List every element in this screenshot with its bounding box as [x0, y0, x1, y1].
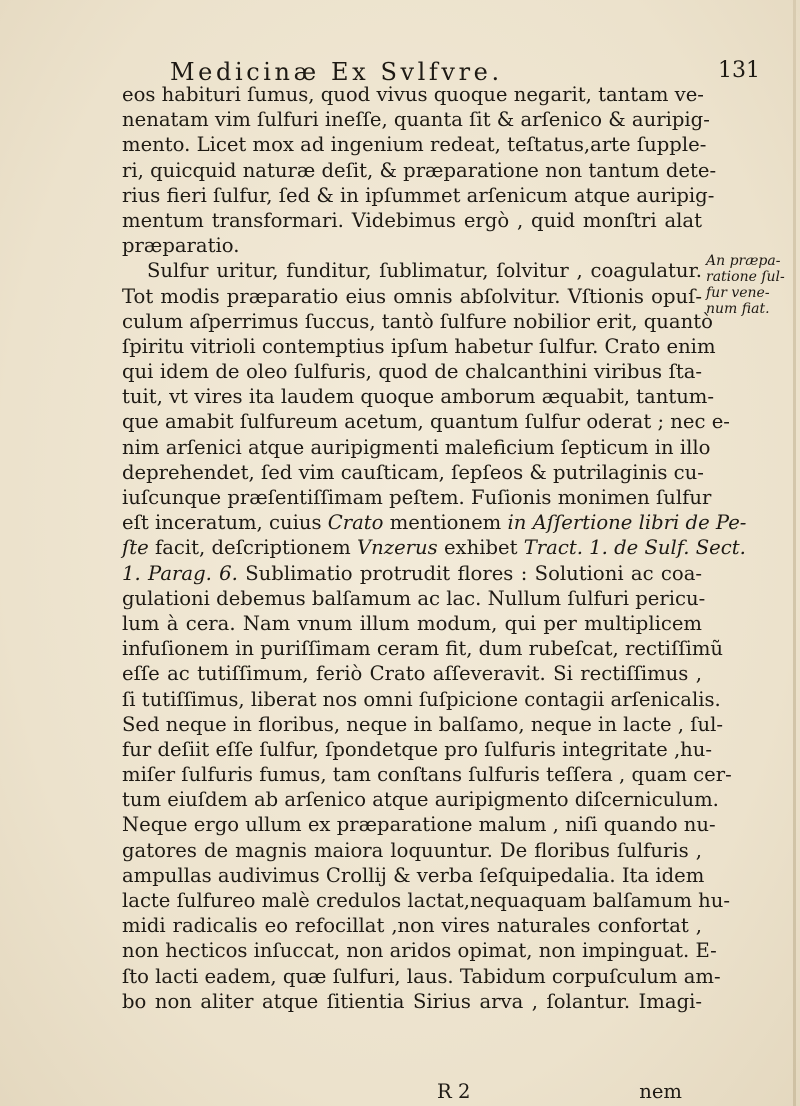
page-edge: [793, 0, 796, 1106]
text-line: [122, 460, 702, 485]
text-line: [122, 409, 730, 434]
italic-text: Vnzerus: [356, 536, 438, 560]
line-text: Sed neque in floribus, neque in balſamo, neque in lacte , ſul-: [122, 712, 723, 736]
line-text: facit, deſcriptionem: [154, 536, 351, 560]
text-line: [122, 989, 702, 1014]
text-line: [122, 737, 713, 762]
line-text: mentum transformari. Videbimus ergò , quid monſtri alat: [122, 208, 702, 232]
text-line: [122, 687, 721, 712]
line-text: non hecticos inſuccat, non aridos opimat, non impinguat. E-: [122, 939, 717, 963]
line-text: ſi tutiſſimus, liberat nos omni ſuſpicione contagii arſenicalis.: [122, 687, 721, 711]
line-text: mentionem: [389, 511, 502, 535]
page-footer: [122, 1080, 702, 1106]
line-text: qui idem de oleo ſulfuris, quod de chalcanthini viribus ſta-: [122, 360, 702, 384]
line-text: midi radicalis eo refocillat ,non vires naturales confortat ,: [122, 914, 702, 938]
marginal-note: [706, 253, 786, 317]
text-line: [122, 586, 706, 611]
text-line: [122, 132, 707, 157]
page-number: 131: [718, 58, 760, 83]
text-line: [122, 535, 746, 560]
line-text: lum à cera. Nam vnum illum modum, qui per multiplicem: [122, 611, 702, 635]
line-text: ampullas audivimus Crollij & verba ſeſquipedalia. Ita idem: [122, 863, 705, 887]
italic-text: ſte: [122, 536, 149, 560]
line-text: fur deſiit eſſe ſulfur, ſpondetque pro ſulfuris integritate ,hu-: [122, 737, 713, 761]
italic-text: Crato: [327, 511, 384, 535]
italic-text: in Aſſertione libri de Pe-: [507, 511, 747, 535]
text-line: [122, 284, 702, 309]
signature-mark: R 2: [437, 1080, 471, 1103]
marginal-note-line: ratione ſul-: [706, 269, 785, 285]
line-text: nenatam vim ſulfuri ineſſe, quanta ſit & arſenico & auripig-: [122, 108, 710, 132]
text-line: [122, 485, 712, 510]
text-line: [122, 384, 715, 409]
line-text: miſer ſulfuris fumus, tam conſtans ſulfuris teſſera , quam cer-: [122, 763, 732, 787]
text-line: [122, 561, 702, 586]
running-title: Medicinæ Ex Svlfvre.: [170, 58, 503, 86]
catchword: nem: [639, 1080, 682, 1103]
line-text: ſto lacti eadem, quæ ſulfuri, laus. Tabidum corpuſculum am-: [122, 964, 721, 988]
line-text: bo non aliter atque ſitientia Sirius arva , ſolantur. Imagi-: [122, 989, 702, 1013]
line-text: ſpiritu vitrioli contemptius ipſum habetur ſulfur. Crato enim: [122, 334, 716, 358]
line-text: præparatio.: [122, 234, 240, 258]
text-line: [122, 107, 710, 132]
line-text: infuſionem in puriſſimam ceram fit, dum rubeſcat, rectiſſimũ: [122, 637, 724, 661]
text-line: [122, 812, 716, 837]
line-text: exhibet: [443, 536, 518, 560]
text-line: [122, 435, 711, 460]
text-line: [122, 359, 702, 384]
text-line: [122, 82, 702, 107]
text-line: [122, 863, 705, 888]
line-text: nim arſenici atque auripigmenti maleficium ſepticum in illo: [122, 435, 711, 459]
line-text: Sublimatio protrudit flores : Solutioni ac coa-: [245, 561, 702, 585]
line-text: eſſe ac tutiſſimum, feriò Crato aſſeveravit. Si rectiſſimus ,: [122, 662, 702, 686]
line-text: que amabit ſulfureum acetum, quantum ſulfur oderat ; nec e-: [122, 410, 730, 434]
text-line: [122, 208, 702, 233]
text-line: [122, 636, 724, 661]
text-line: [122, 838, 702, 863]
text-line: [122, 510, 747, 535]
text-line: [122, 661, 702, 686]
text-line: [122, 183, 715, 208]
line-text: mento. Licet mox ad ingenium redeat, teſtatus,arte ſupple-: [122, 133, 707, 157]
italic-text: 1. Parag. 6.: [122, 561, 238, 585]
marginal-note-line: num fiat.: [706, 301, 770, 317]
line-text: gulationi debemus balſamum ac lac. Nullum ſulfuri pericu-: [122, 586, 706, 610]
text-line: [122, 787, 719, 812]
line-text: rius fieri ſulfur, ſed & in ipſummet arſenicum atque auripig-: [122, 183, 715, 207]
text-line: [122, 334, 716, 359]
line-text: gatores de magnis maiora loquuntur. De floribus ſulfuris ,: [122, 838, 702, 862]
line-text: tuit, vt vires ita laudem quoque amborum æquabit, tantum-: [122, 385, 715, 409]
text-line: [122, 762, 732, 787]
italic-text: Tract. 1. de Sulf. Sect.: [523, 536, 746, 560]
text-line: [122, 309, 713, 334]
text-line: [122, 258, 702, 283]
text-line: [122, 233, 702, 258]
text-line: [122, 158, 717, 183]
line-text: Sulfur uritur, funditur, ſublimatur, ſolvitur , coagulatur.: [147, 259, 702, 283]
line-text: deprehendet, ſed vim cauſticam, ſepſeos & putrilaginis cu-: [122, 460, 704, 484]
line-text: eos habituri ſumus, quod vivus quoque negarit, tantam ve-: [122, 83, 704, 106]
text-line: [122, 712, 723, 737]
line-text: culum aſperrimus ſuccus, tantò ſulfure nobilior erit, quantò: [122, 309, 713, 333]
text-line: [122, 964, 721, 989]
line-text: eſt inceratum, cuius: [122, 511, 322, 535]
text-line: [122, 611, 702, 636]
line-text: Neque ergo ullum ex præparatione malum , niſi quando nu-: [122, 813, 716, 837]
line-text: Tot modis præparatio eius omnis abſolvitur. Vſtionis opuſ-: [122, 284, 702, 308]
text-line: [122, 938, 717, 963]
text-line: [122, 913, 702, 938]
line-text: lacte ſulfureo malè credulos lactat,nequaquam balſamum hu-: [122, 889, 730, 912]
line-text: iuſcunque præſentiſſimam peſtem. Fuſionis monimen ſulfur: [122, 486, 712, 509]
marginal-note-line: fur vene-: [706, 285, 770, 301]
line-text: ri, quicquid naturæ deſit, & præparatione non tantum dete-: [122, 158, 717, 182]
marginal-note-line: An præpa-: [706, 253, 781, 269]
line-text: tum eiuſdem ab arſenico atque auripigmento diſcerniculum.: [122, 788, 719, 812]
text-line: [122, 888, 730, 913]
